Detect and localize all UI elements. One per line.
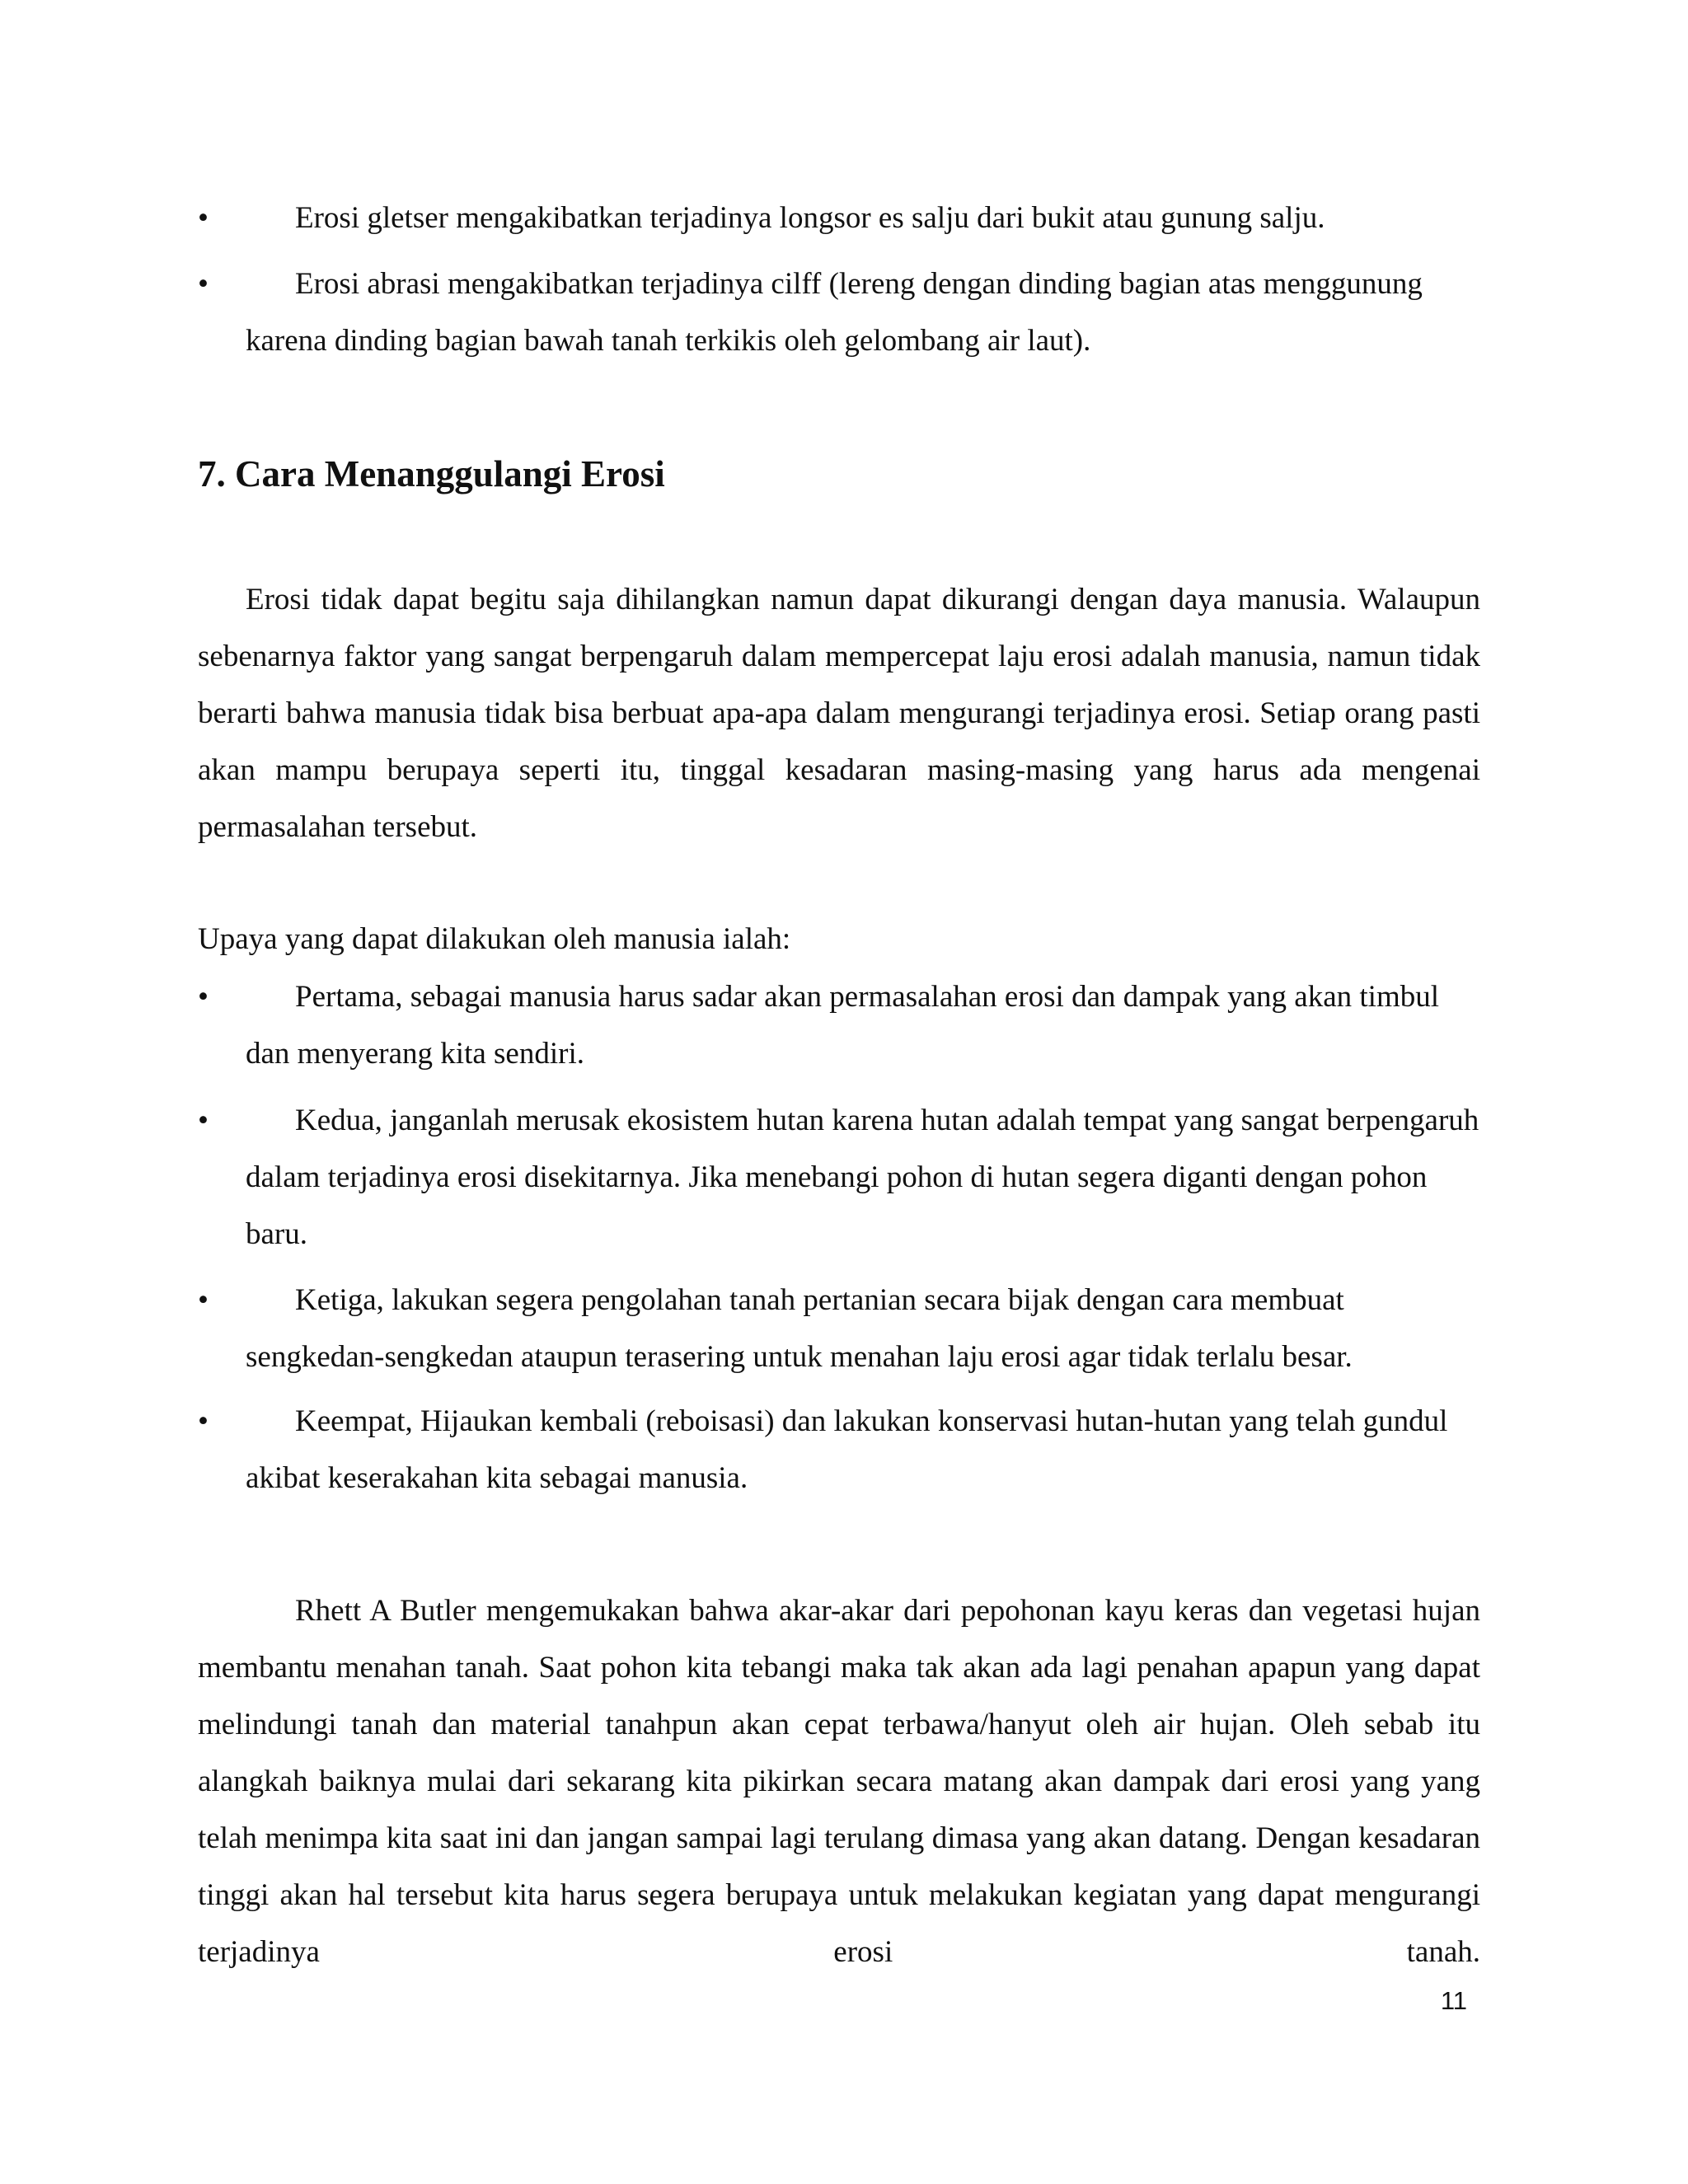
bullet-icon: •	[198, 267, 209, 301]
bullet-icon: •	[198, 1283, 209, 1317]
bullet-icon: •	[198, 1104, 209, 1137]
bullet-text: Erosi gletser mengakibatkan terjadinya longsor es salju dari bukit atau gunung salju.	[295, 201, 1325, 235]
list-item	[198, 255, 1484, 369]
list-item	[198, 190, 1484, 246]
bullet-icon: •	[198, 980, 209, 1014]
section-heading: 7. Cara Menanggulangi Erosi	[198, 453, 665, 494]
list-item	[198, 968, 1484, 1082]
page-number: 11	[1440, 1986, 1467, 2015]
list-item	[198, 1092, 1484, 1263]
bullet-text: Ketiga, lakukan segera pengolahan tanah pertanian secara bijak dengan cara membuat sengkedan-sengkedan ataupun terasering untuk menahan laju erosi agar tidak terlalu besar.	[246, 1283, 1353, 1374]
bullet-text: Erosi abrasi mengakibatkan terjadinya cilff (lereng dengan dinding bagian atas menggunung karena dinding bagian bawah tanah terkikis oleh gelombang air laut).	[246, 267, 1423, 358]
list-item	[198, 1393, 1484, 1507]
bullet-text: Kedua, janganlah merusak ekosistem hutan karena hutan adalah tempat yang sangat berpengaruh dalam terjadinya erosi disekitarnya. Jika menebangi pohon di hutan segera diganti dengan pohon baru.	[246, 1104, 1479, 1251]
closing-paragraph: Rhett A Butler mengemukakan bahwa akar-akar dari pepohonan kayu keras dan vegetasi hujan membantu menahan tanah. Saat pohon kita tebangi maka tak akan ada lagi penahan apapun yang dapat melindungi tanah dan material tanahpun akan cepat terbawa/hanyut oleh air hujan. Oleh sebab itu alangkah baiknya mulai dari sekarang kita pikirkan secara matang akan dampak dari erosi yang yang telah menimpa kita saat ini dan jangan sampai lagi terulang dimasa yang akan datang. Dengan kesadaran tinggi akan hal tersebut kita harus segera berupaya untuk melakukan kegiatan yang dapat mengurangi terjadinya erosi tanah.	[198, 1594, 1480, 1969]
list-item	[198, 1272, 1484, 1385]
efforts-intro: Upaya yang dapat dilakukan oleh manusia ialah:	[198, 922, 791, 956]
bullet-icon: •	[198, 201, 209, 235]
bullet-icon: •	[198, 1404, 209, 1438]
bullet-text: Keempat, Hijaukan kembali (reboisasi) dan lakukan konservasi hutan-hutan yang telah gundul akibat keserakahan kita sebagai manusia.	[246, 1404, 1448, 1495]
bullet-text: Pertama, sebagai manusia harus sadar akan permasalahan erosi dan dampak yang akan timbul dan menyerang kita sendiri.	[246, 980, 1440, 1071]
intro-paragraph: Erosi tidak dapat begitu saja dihilangkan namun dapat dikurangi dengan daya manusia. Walaupun sebenarnya faktor yang sangat berpengaruh dalam mempercepat laju erosi adalah manusia, namun tidak berarti bahwa manusia tidak bisa berbuat apa-apa dalam mengurangi terjadinya erosi. Setiap orang pasti akan mampu berupaya seperti itu, tinggal kesadaran masing-masing yang harus ada mengenai permasalahan tersebut.	[198, 583, 1480, 844]
